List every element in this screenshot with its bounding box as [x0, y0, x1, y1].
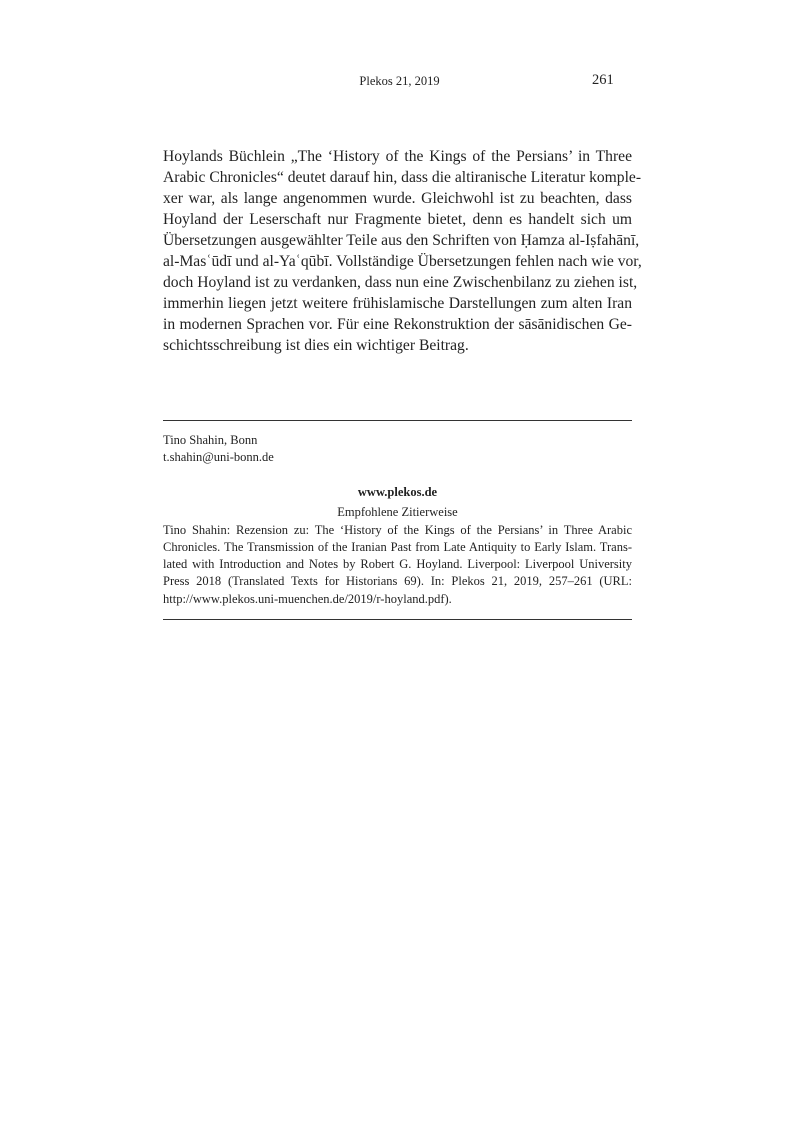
citation-url-line[interactable]: http://www.plekos.uni-muenchen.de/2019/r-hoyland.pdf). — [163, 591, 452, 606]
body-line: doch Hoyland ist zu verdanken, dass nun eine Zwischenbilanz zu ziehen ist, — [163, 274, 638, 291]
author-block — [163, 432, 274, 466]
divider-rule — [163, 619, 632, 620]
running-head: Plekos 21, 2019 — [359, 74, 440, 88]
citation-line: Press 2018 (Translated Texts for Historians 69). In: Plekos 21, 2019, 257–261 (URL: — [163, 574, 632, 589]
citation-block — [163, 484, 632, 608]
citation-line: lated with Introduction and Notes by Robert G. Hoyland. Liverpool: Liverpool University — [163, 557, 632, 572]
body-line: xer war, als lange angenommen wurde. Gleichwohl ist zu beachten, dass — [163, 190, 632, 207]
body-line: Arabic Chronicles“ deutet darauf hin, dass die altiranische Literatur komple- — [163, 169, 642, 186]
review-body-paragraph — [163, 146, 642, 356]
body-line: Hoyland der Leserschaft nur Fragmente bietet, denn es handelt sich um — [163, 211, 632, 228]
body-line: schichtsschreibung ist dies ein wichtiger Beitrag. — [163, 337, 469, 354]
divider-rule — [163, 420, 632, 421]
body-line: al-Masʿūdī und al-Yaʿqūbī. Vollständige Übersetzungen fehlen nach wie vor, — [163, 253, 642, 270]
citation-line: Tino Shahin: Rezension zu: The ‘History of the Kings of the Persians’ in Three Arabic — [163, 522, 632, 537]
author-name: Tino Shahin, Bonn — [163, 433, 258, 447]
body-line: Hoylands Büchlein „The ‘History of the Kings of the Persians’ in Three — [163, 148, 632, 165]
author-email[interactable]: t.shahin@uni-bonn.de — [163, 450, 274, 464]
citation-heading: Empfohlene Zitierweise — [337, 505, 458, 520]
page-number: 261 — [592, 72, 614, 88]
citation-line: Chronicles. The Transmission of the Iranian Past from Late Antiquity to Early Islam. Trans- — [163, 539, 632, 554]
body-line: immerhin liegen jetzt weitere frühislamische Darstellungen zum alten Iran — [163, 295, 632, 312]
body-line: Übersetzungen ausgewählter Teile aus den Schriften von Ḥamza al-Iṣfahānī, — [163, 232, 640, 249]
site-link[interactable]: www.plekos.de — [357, 485, 438, 499]
body-line: in modernen Sprachen vor. Für eine Rekonstruktion der sāsānidischen Ge- — [163, 316, 632, 333]
